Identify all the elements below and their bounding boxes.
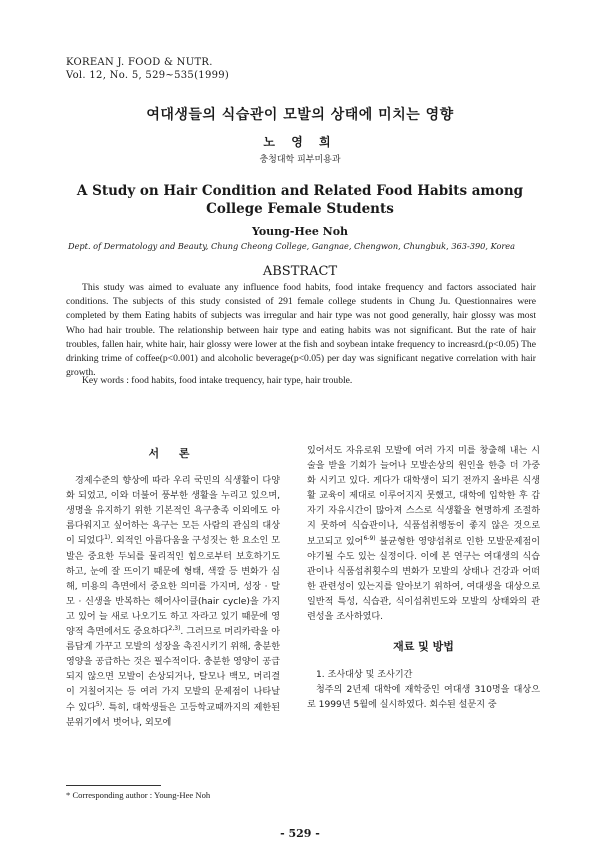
citation-4: 6-9) <box>363 534 376 542</box>
abstract-body <box>66 281 536 380</box>
left-column <box>66 447 281 731</box>
korean-title: 여대생들의 식습관이 모발의 상태에 미치는 영향 <box>146 107 454 123</box>
citation-3: 5) <box>95 700 103 708</box>
english-title-line2: College Female Students <box>206 201 394 217</box>
footnote: * Corresponding author : Young-Hee Noh <box>66 790 211 800</box>
intro-cont-text-2: 불균형한 영양섭취로 인한 모발문제점이 야기될 수도 있는 실정이다. 이에 본 연구는 여대생의 식습관이나 식품섭취횟수의 변화가 모발의 상태나 건강과 어떠한 관련성이 있는지를 알아보기 위하여, 여대생을 대상으로 일반적 특성, 식습관, 식이섭취빈도와 모발의 상태와의 관련성을 조사하였다. <box>307 536 540 623</box>
intro-cont-text-1: 있어서도 자유로워 모발에 여러 가지 미를 창출해 내는 시술을 받을 기회가 늘어나 모발손상의 원인을 한층 더 가중화 시키고 있다. 게다가 대학생이 되기 전까지 올바른 식생활 교육이 제대로 이루어지지 못했고, 대학에 입학한 후 갑자기 자유시간이 많아져 스스로 식생활을 현명하게 조절하지 못하여 식습관이나, 식품섭취행동이 좋지 않은 것으로 보고되고 있어 <box>307 446 540 547</box>
keywords: Key words : food habits, food intake trequency, hair type, hair trouble. <box>82 375 353 386</box>
right-column <box>307 444 540 714</box>
intro-text-2: . 외적인 아름다움을 구성짓는 한 요소인 모발은 중요한 두뇌를 물리적인 힘으로부터 보호하기도 하고, 눈에 잘 뜨이기 때문에 형태, 색깔 등 변화가 심해, 미용의 측면에서 중요한 의미를 가지며, 성장 · 탈모 · 신생을 반복하는 헤어사이클(hair cycle)을 가지고 있어 늘 새로 나오기도 하고 자라고 있기 때문에 영양적 측면에서도 중요하다 <box>66 536 280 638</box>
citation-1: 1) <box>104 534 111 542</box>
english-title-line1: A Study on Hair Condition and Related Food Habits among <box>76 183 524 199</box>
intro-paragraph <box>66 474 280 731</box>
methods-paragraph: 청주의 2년제 대학에 재학중인 여대생 310명을 대상으로 1999년 5월에 실시하였다. 회수된 설문지 중 <box>307 685 540 711</box>
korean-author: 노 영 희 <box>263 135 337 149</box>
english-title <box>0 182 600 218</box>
korean-affiliation: 충청대학 피부미용과 <box>259 155 341 165</box>
intro-text-4: . 특히, 대학생들은 고등학교때까지의 제한된 분위기에서 벗어나, 외모에 <box>66 702 281 728</box>
intro-text-3: . 그러므로 머리카락을 아름답게 가꾸고 모발의 성장을 촉진시키기 위해, 충분한 영양을 공급하는 것은 필수적이다. 충분한 영양이 공급되지 않으면 모발이 손상되거나, 탈모나 백모, 머리결이 거칠어지는 등 여러 가지 모발의 문제점이 나타날 수 있다 <box>66 627 280 713</box>
journal-name: KOREAN J. FOOD & NUTR. <box>66 57 213 68</box>
journal-citation <box>66 56 229 82</box>
english-author: Young-Hee Noh <box>251 225 349 238</box>
abstract-text: This study was aimed to evaluate any influence food habits, food intake frequency and factors associated hair conditions. The subjects of this study consisted of 291 female college students in Chung Ju. Questionnaires were completed by them Eating habits of subjects was irregular and hair type was not good generally, hair glossy was most Who had hair trouble. The relationship between hair type and eating habits was not significant. But the rate of hair troubles, fallen hair, white hair, hair glossy were lower at the fish and soybean intake frequency to increasrd.(p<0.05) The drinking trime of coffee(p<0.001) and alcoholic beverage(p<0.05) per day was significant negative correlation with hair growth. <box>66 282 536 379</box>
footnote-rule <box>66 785 161 786</box>
english-affiliation: Dept. of Dermatology and Beauty, Chung Cheong College, Gangnae, Chengwon, Chungbuk, 363-390, Korea <box>68 241 516 251</box>
citation-2: 2,3) <box>168 625 181 632</box>
methods-subheading: 1. 조사대상 및 조사기간 <box>316 670 413 681</box>
journal-volume: Vol. 12, No. 5, 529~535(1999) <box>66 70 230 81</box>
intro-text-1: 경제수준의 향상에 따라 우리 국민의 식생활이 다양화 되었고, 이와 더불어 풍부한 생활을 누리고 있으며, 생명을 유지하기 위한 기본적인 욕구충족 이외에도 아름다워지고 싶어하는 욕구는 모든 사람의 관심의 대상이 되었다 <box>66 476 280 547</box>
methods-heading: 재료 및 방법 <box>393 640 454 654</box>
intro-continued <box>307 444 540 625</box>
intro-heading: 서 론 <box>148 447 198 460</box>
page-number: - 529 - <box>280 827 320 840</box>
abstract-heading: ABSTRACT <box>262 264 338 279</box>
